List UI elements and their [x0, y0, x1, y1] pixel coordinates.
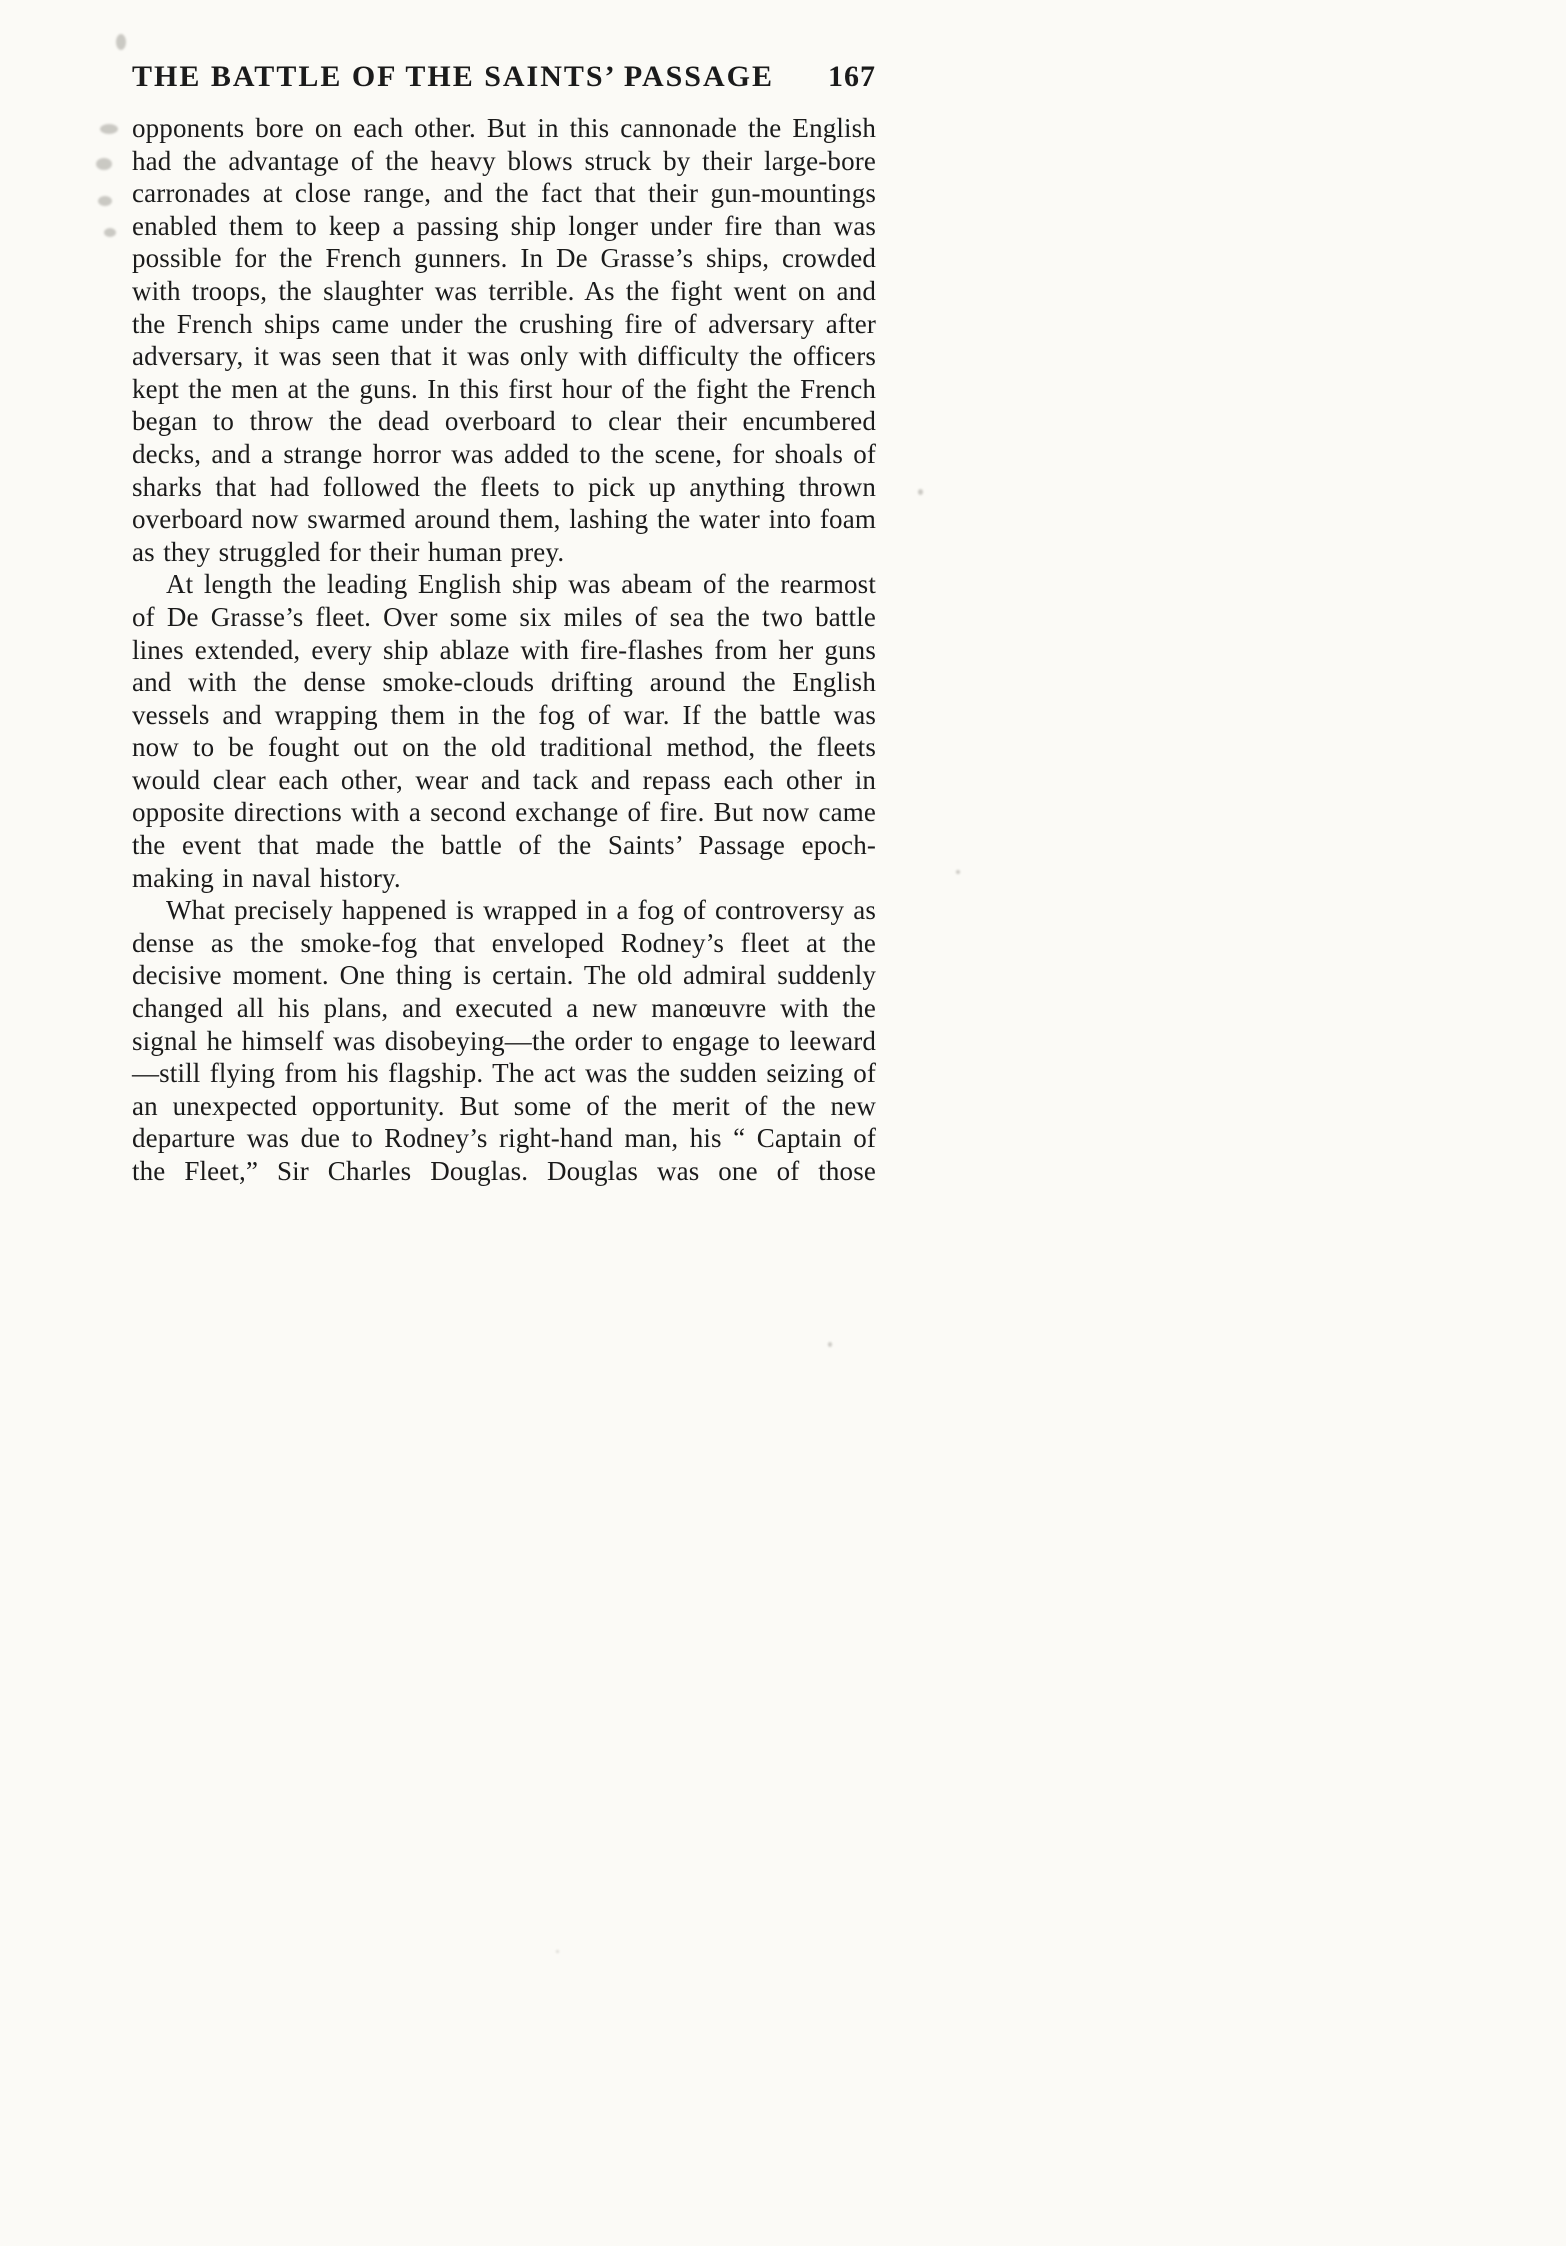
scan-artifact — [98, 196, 112, 206]
scan-artifact — [828, 1342, 832, 1347]
running-header — [132, 60, 876, 94]
scan-artifact — [96, 158, 112, 170]
scan-artifact — [956, 870, 960, 874]
scan-artifact — [100, 124, 118, 134]
page-number: 167 — [828, 60, 876, 93]
scan-artifact — [104, 228, 116, 237]
paragraph: What precisely happened is wrapped in a fog of controversy as dense as the smoke-fog that enveloped Rodney’s fleet at the decisive moment. One thing is certain. The old admiral suddenly changed all his plans, and executed a new manœuvre with the signal he himself was disobeying—the order to engage to leeward—still flying from his flagship. The act was the sudden seizing of an unexpected opportunity. But some of the merit of the new departure was due to Rodney’s right-hand man, his “ Captain of the Fleet,” Sir Charles Douglas. Douglas was one of those — [132, 895, 876, 1186]
paragraph: At length the leading English ship was abeam of the rearmost of De Grasse’s fleet. Over some six miles of sea the two battle lines extended, every ship ablaze with fire-flashes from her guns and with the dense smoke-clouds drifting around the English vessels and wrapping them in the fog of war. If the battle was now to be fought out on the old traditional method, the fleets would clear each other, wear and tack and repass each other in opposite directions with a second exchange of fire. But now came the event that made the battle of the Saints’ Passage epoch-making in naval history. — [132, 569, 876, 893]
paragraph-continuation: opponents bore on each other. But in this cannonade the English had the advantage of the heavy blows struck by their large-bore carronades at close range, and the fact that their gun-mountings enabled them to keep a passing ship longer under fire than was possible for the French gunners. In De Grasse’s ships, crowded with troops, the slaughter was terrible. As the fight went on and the French ships came under the crushing fire of adversary after adversary, it was seen that it was only with difficulty the officers kept the men at the guns. In this first hour of the fight the French began to throw the dead overboard to clear their encumbered decks, and a strange horror was added to the scene, for shoals of sharks that had followed the fleets to pick up anything thrown overboard now swarmed around them, lashing the water into foam as they struggled for their human prey. — [132, 113, 876, 567]
header-title: THE BATTLE OF THE SAINTS’ PASSAGE — [132, 60, 774, 93]
text-block — [132, 60, 876, 1188]
scan-artifact — [116, 34, 126, 50]
scan-artifact — [918, 489, 923, 495]
scan-artifact — [556, 1950, 559, 1953]
